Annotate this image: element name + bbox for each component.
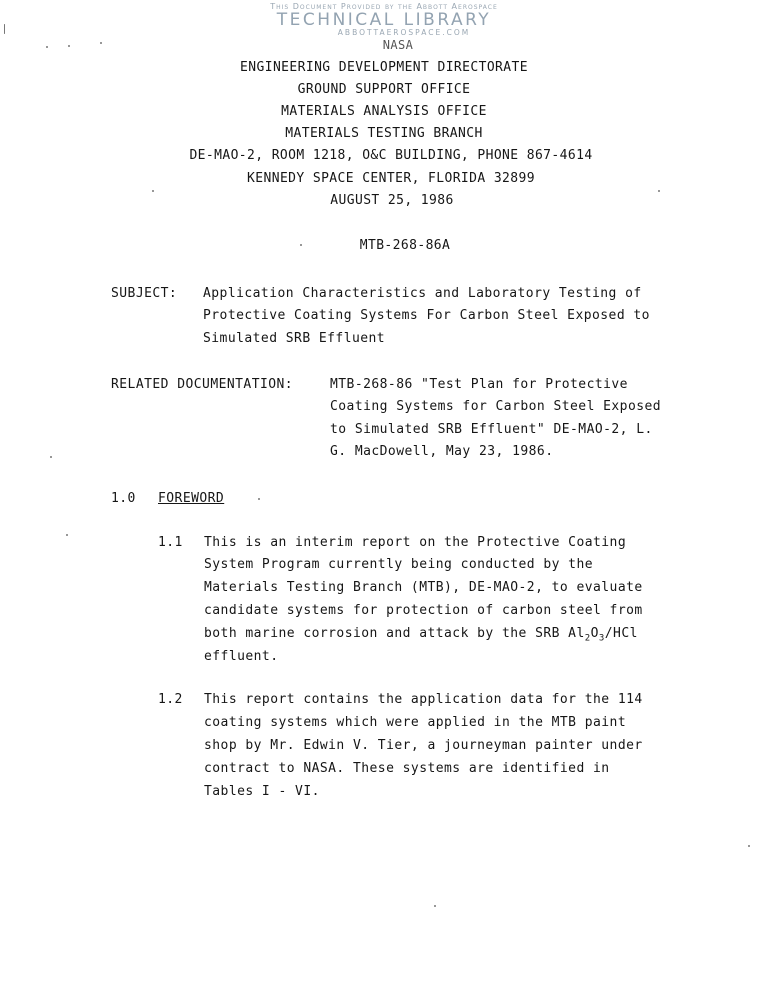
formula-oxygen: O (590, 626, 599, 641)
watermark-url: ABBOTTAEROSPACE.COM (337, 28, 471, 37)
paragraph-1-1-line-4: candidate systems for protection of carbon steel from (204, 603, 643, 618)
subject-label: SUBJECT: (111, 286, 178, 301)
agency-name: NASA (382, 38, 414, 52)
scan-speck (258, 498, 260, 500)
scan-speck (46, 46, 48, 48)
paragraph-1-2-line-1: This report contains the application data for the 114 (204, 692, 643, 707)
related-doc-line-1: MTB-268-86 "Test Plan for Protective (330, 377, 628, 392)
related-doc-label: RELATED DOCUMENTATION: (111, 377, 294, 392)
scan-speck (100, 42, 102, 44)
scan-speck (50, 456, 52, 458)
section-title: FOREWORD (158, 491, 225, 506)
related-doc-line-2: Coating Systems for Carbon Steel Exposed (330, 399, 662, 414)
scan-speck (434, 905, 436, 907)
location-line: KENNEDY SPACE CENTER, FLORIDA 32899 (247, 171, 535, 186)
related-doc-line-4: G. MacDowell, May 23, 1986. (330, 444, 554, 459)
related-doc-line-3: to Simulated SRB Effluent" DE-MAO-2, L. (330, 422, 653, 437)
paragraph-1-1-line-1: This is an interim report on the Protective Coating (204, 535, 627, 550)
section-number: 1.0 (111, 491, 136, 506)
watermark-title: TECHNICAL LIBRARY (276, 10, 492, 30)
document-date: AUGUST 25, 1986 (330, 193, 454, 208)
paragraph-number-1-2: 1.2 (158, 692, 183, 707)
formula-subscript-2: 2 (584, 633, 591, 644)
paragraph-1-1-line-3: Materials Testing Branch (MTB), DE-MAO-2, to evaluate (204, 580, 643, 595)
scan-speck (68, 45, 70, 47)
watermark-provider-text: This Document Provided by the Abbott Aerospace (270, 2, 498, 11)
paragraph-1-2-line-5: Tables I - VI. (204, 784, 320, 799)
paragraph-1-2-line-3: shop by Mr. Edwin V. Tier, a journeyman painter under (204, 738, 643, 753)
formula-hcl: /HCl (604, 626, 638, 641)
scan-speck (748, 845, 750, 847)
scan-speck (300, 244, 302, 246)
paragraph-1-1-line-2: System Program currently being conducted by the (204, 557, 594, 572)
scan-speck (4, 24, 5, 34)
address-line: DE-MAO-2, ROOM 1218, O&C BUILDING, PHONE 867-4614 (189, 148, 593, 163)
subject-line-1: Application Characteristics and Laboratory Testing of (203, 286, 642, 301)
paragraph-1-2-line-4: contract to NASA. These systems are identified in (204, 761, 610, 776)
scan-speck (66, 534, 68, 536)
subject-line-2: Protective Coating Systems For Carbon Steel Exposed to (203, 308, 650, 323)
paragraph-1-1-line-5 (204, 626, 638, 644)
directorate-line: ENGINEERING DEVELOPMENT DIRECTORATE (240, 60, 528, 75)
scan-speck (152, 190, 154, 192)
paragraph-1-2-line-2: coating systems which were applied in the MTB paint (204, 715, 627, 730)
office-line: GROUND SUPPORT OFFICE (297, 82, 471, 97)
subject-line-3: Simulated SRB Effluent (203, 331, 386, 346)
scan-speck (658, 190, 660, 192)
document-number: MTB-268-86A (359, 238, 451, 253)
formula-subscript-3: 3 (598, 633, 605, 644)
analysis-office-line: MATERIALS ANALYSIS OFFICE (281, 104, 487, 119)
paragraph-1-1-line-6: effluent. (204, 649, 279, 664)
paragraph-number-1-1: 1.1 (158, 535, 183, 550)
paragraph-1-1-line-5-text: both marine corrosion and attack by the SRB Al (204, 626, 585, 641)
branch-line: MATERIALS TESTING BRANCH (285, 126, 483, 141)
